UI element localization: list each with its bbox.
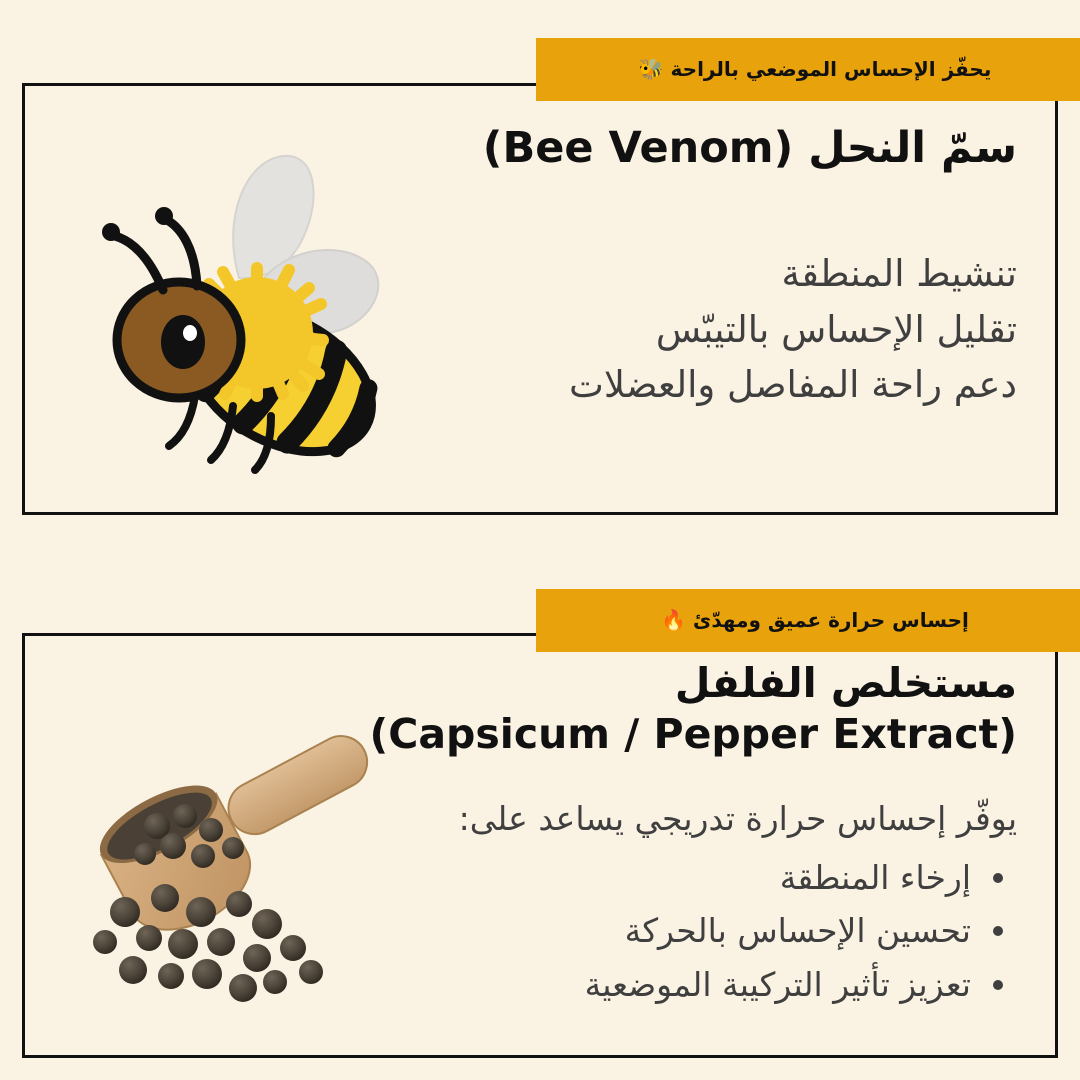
benefit-item: تنشيط المنطقة	[781, 252, 1017, 295]
card-bee-title: سمّ النحل (Bee Venom)	[482, 123, 1017, 173]
card-bee-ribbon-label: يحفّز الإحساس الموضعي بالراحة 🐝	[536, 38, 1080, 101]
card-pepper-extract	[22, 633, 1058, 1058]
card-pepper-intro: يوفّر إحساس حرارة تدريجي يساعد على:	[458, 799, 1017, 838]
card-pepper-title-line1: مستخلص الفلفل	[674, 659, 1017, 707]
list-item: تحسين الإحساس بالحركة	[291, 904, 971, 957]
card-bee-body	[25, 86, 1055, 512]
card-bee-benefits	[357, 246, 1017, 413]
list-item: تعزيز تأثير التركيبة الموضعية	[291, 958, 971, 1011]
card-bee-venom	[22, 83, 1058, 515]
benefit-item: تقليل الإحساس بالتيبّس	[655, 307, 1017, 351]
card-pepper-title-line2: (Capsicum / Pepper Extract)	[369, 710, 1017, 759]
card-pepper-title	[317, 658, 1017, 761]
list-item: إرخاء المنطقة	[291, 851, 971, 904]
benefit-item: دعم راحة المفاصل والعضلات	[569, 363, 1017, 406]
card-pepper-ribbon-label: إحساس حرارة عميق ومهدّئ 🔥	[536, 589, 1080, 652]
card-pepper-benefit-list	[291, 851, 1017, 1011]
card-pepper-body	[25, 636, 1055, 1055]
